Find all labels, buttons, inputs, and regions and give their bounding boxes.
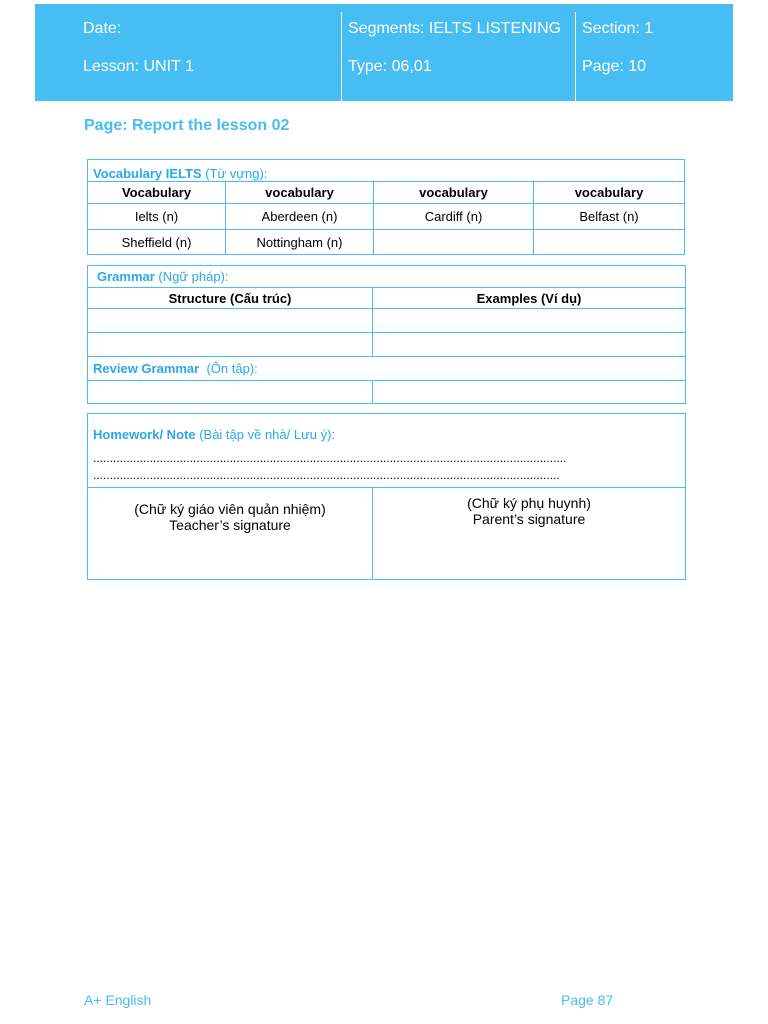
vocabulary-heading-note: (Từ vựng): <box>201 166 268 181</box>
vocab-cell: Nottingham (n) <box>226 230 374 255</box>
parent-signature-vi: (Chữ ký phụ huynh) <box>467 495 591 511</box>
parent-signature-en: Parent’s signature <box>472 511 586 527</box>
page-label: Page: 10 <box>582 58 647 75</box>
table-row <box>88 381 686 404</box>
table-row <box>88 333 686 357</box>
segments-label: Segments: IELTS LISTENING <box>348 20 562 37</box>
type-label: Type: 06,01 <box>348 58 432 75</box>
teacher-signature-en: Teacher’s signature <box>169 517 291 533</box>
header-divider <box>575 12 576 105</box>
lesson-header <box>35 4 733 101</box>
vocab-cell <box>374 230 534 255</box>
vocab-cell: Ielts (n) <box>88 204 226 230</box>
vocab-cell <box>534 230 685 255</box>
structure-cell <box>88 309 373 333</box>
review-grammar-heading <box>88 357 686 381</box>
footer-page-number: Page 87 <box>561 992 614 1008</box>
homework-dotted-line: .............................................................................................................................................. <box>93 454 567 462</box>
vocab-cell: Cardiff (n) <box>374 204 534 230</box>
review-heading-note: (Ôn tập): <box>199 361 258 376</box>
review-cell <box>88 381 373 404</box>
grammar-heading-note: (Ngữ pháp): <box>154 269 229 284</box>
grammar-table <box>87 265 686 404</box>
grammar-heading-bold: Grammar <box>97 269 155 284</box>
homework-heading-bold: Homework/ Note <box>93 427 196 442</box>
teacher-signature-box <box>88 488 373 580</box>
homework-table <box>87 413 686 580</box>
parent-signature-box <box>373 488 686 580</box>
vocabulary-heading <box>88 160 685 182</box>
structure-header: Structure (Cấu trúc) <box>88 288 373 309</box>
structure-cell <box>88 333 373 357</box>
column-header: Vocabulary <box>88 182 226 204</box>
column-header: vocabulary <box>534 182 685 204</box>
vocabulary-heading-bold: Vocabulary IELTS <box>93 166 202 181</box>
example-cell <box>373 333 686 357</box>
example-cell <box>373 309 686 333</box>
date-label: Date: <box>83 20 122 37</box>
table-row <box>88 230 685 255</box>
footer-brand: A+ English <box>84 992 152 1008</box>
grammar-heading <box>88 266 686 288</box>
vocab-cell: Belfast (n) <box>534 204 685 230</box>
table-row <box>88 204 685 230</box>
vocab-cell: Aberdeen (n) <box>226 204 374 230</box>
vocabulary-table <box>87 159 685 255</box>
section-label: Section: 1 <box>582 20 654 37</box>
homework-heading-note: (Bài tập về nhà/ Lưu ý): <box>195 427 336 442</box>
header-divider <box>341 12 342 105</box>
examples-header: Examples (Ví dụ) <box>373 288 686 309</box>
table-row <box>88 309 686 333</box>
lesson-label: Lesson: UNIT 1 <box>83 58 194 75</box>
teacher-signature-vi: (Chữ ký giáo viên quản nhiệm) <box>134 501 326 517</box>
review-cell <box>373 381 686 404</box>
column-header: vocabulary <box>374 182 534 204</box>
review-heading-bold: Review Grammar <box>93 361 200 376</box>
column-header: vocabulary <box>226 182 374 204</box>
homework-dotted-line: ............................................................................................................................................ <box>93 471 560 479</box>
vocab-cell: Sheffield (n) <box>88 230 226 255</box>
page-title: Page: Report the lesson 02 <box>84 117 290 134</box>
